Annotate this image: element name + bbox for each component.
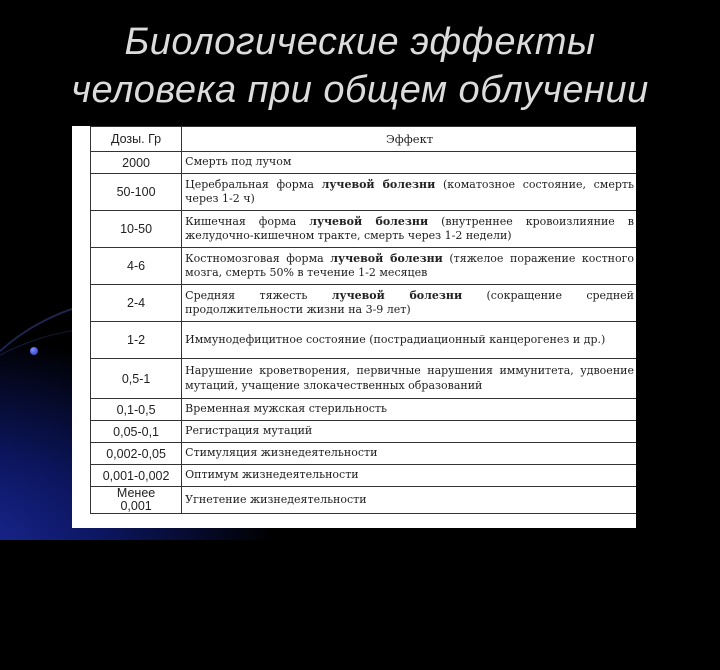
table-image [72, 126, 636, 528]
table-row [91, 211, 637, 248]
dose-cell: 0,002-0,05 [91, 443, 182, 465]
dose-cell: 50-100 [91, 174, 182, 211]
effect-text: (внутреннее кровоизлияние в желудочно-кишечном тракте, смерть через 1-2 недели) [185, 214, 634, 242]
slide-title-line: Биологические эффекты [124, 21, 596, 63]
effect-cell [182, 399, 636, 421]
effect-text: (сокращение средней продолжительности жизни на 3-9 лет) [185, 288, 634, 316]
dose-cell: 0,5-1 [91, 359, 182, 399]
effect-text: Регистрация мутаций [185, 424, 313, 438]
table-row [91, 285, 637, 322]
effect-column-header: Эффект [182, 127, 636, 152]
table-header-row [91, 127, 637, 152]
effect-bold-term: лучевой болезни [330, 251, 443, 265]
effect-cell [182, 443, 636, 465]
table-row [91, 443, 637, 465]
effect-bold-term: лучевой болезни [321, 177, 436, 191]
effect-text: Временная мужская стерильность [185, 402, 387, 416]
effect-text: (тяжелое поражение костного мозга, смерть 50% в течение 1-2 месяцев [185, 251, 634, 279]
dose-cell: 1-2 [91, 322, 182, 359]
effect-bold-term: лучевой болезни [309, 214, 429, 228]
table-row [91, 322, 637, 359]
dose-cell: 0,1-0,5 [91, 399, 182, 421]
effect-text: (коматозное состояние, смерть через 1-2 ч) [185, 177, 634, 205]
effect-text: Костномозговая форма [185, 251, 331, 265]
dose-cell: 4-6 [91, 248, 182, 285]
table-row [91, 465, 637, 487]
dose-cell: 2000 [91, 152, 182, 174]
effect-text: Нарушение кроветворения, первичные нарушения иммунитета, удвоение мутаций, учащение злокачественных образований [185, 364, 634, 392]
effect-text: Средняя тяжесть [185, 288, 332, 302]
effect-cell [182, 359, 636, 399]
effect-text: Иммунодефицитное состояние (пострадиационный канцерогенез и др.) [185, 332, 606, 346]
effect-bold-term: лучевой болезни [331, 288, 463, 302]
dose-effect-table [90, 126, 636, 514]
effect-cell [182, 421, 636, 443]
effect-cell [182, 285, 636, 322]
table-row [91, 399, 637, 421]
effect-cell [182, 322, 636, 359]
table-row [91, 174, 637, 211]
dose-cell: 0,001-0,002 [91, 465, 182, 487]
effect-text: Стимуляция жизнедеятельности [185, 446, 378, 460]
effect-cell [182, 487, 636, 514]
effect-cell [182, 152, 636, 174]
effect-text: Оптимум жизнедеятельности [185, 468, 359, 482]
dose-cell: Менее 0,001 [91, 487, 182, 514]
table-row [91, 152, 637, 174]
dose-cell: 10-50 [91, 211, 182, 248]
effect-text: Церебральная форма [185, 177, 322, 191]
slide-title-line: человека при общем облучении [71, 69, 649, 111]
slide-title [0, 18, 720, 114]
effect-text: Смерть под лучом [185, 155, 292, 169]
effect-cell [182, 174, 636, 211]
bullet-icon [30, 347, 38, 355]
table-row [91, 487, 637, 514]
table-row [91, 359, 637, 399]
table-row [91, 421, 637, 443]
dose-column-header: Дозы. Гр [91, 127, 182, 152]
effect-cell [182, 248, 636, 285]
dose-cell: 0,05-0,1 [91, 421, 182, 443]
effect-cell [182, 465, 636, 487]
table-row [91, 248, 637, 285]
effect-text: Кишечная форма [185, 214, 310, 228]
effect-text: Угнетение жизнедеятельности [185, 492, 367, 506]
dose-cell: 2-4 [91, 285, 182, 322]
effect-cell [182, 211, 636, 248]
